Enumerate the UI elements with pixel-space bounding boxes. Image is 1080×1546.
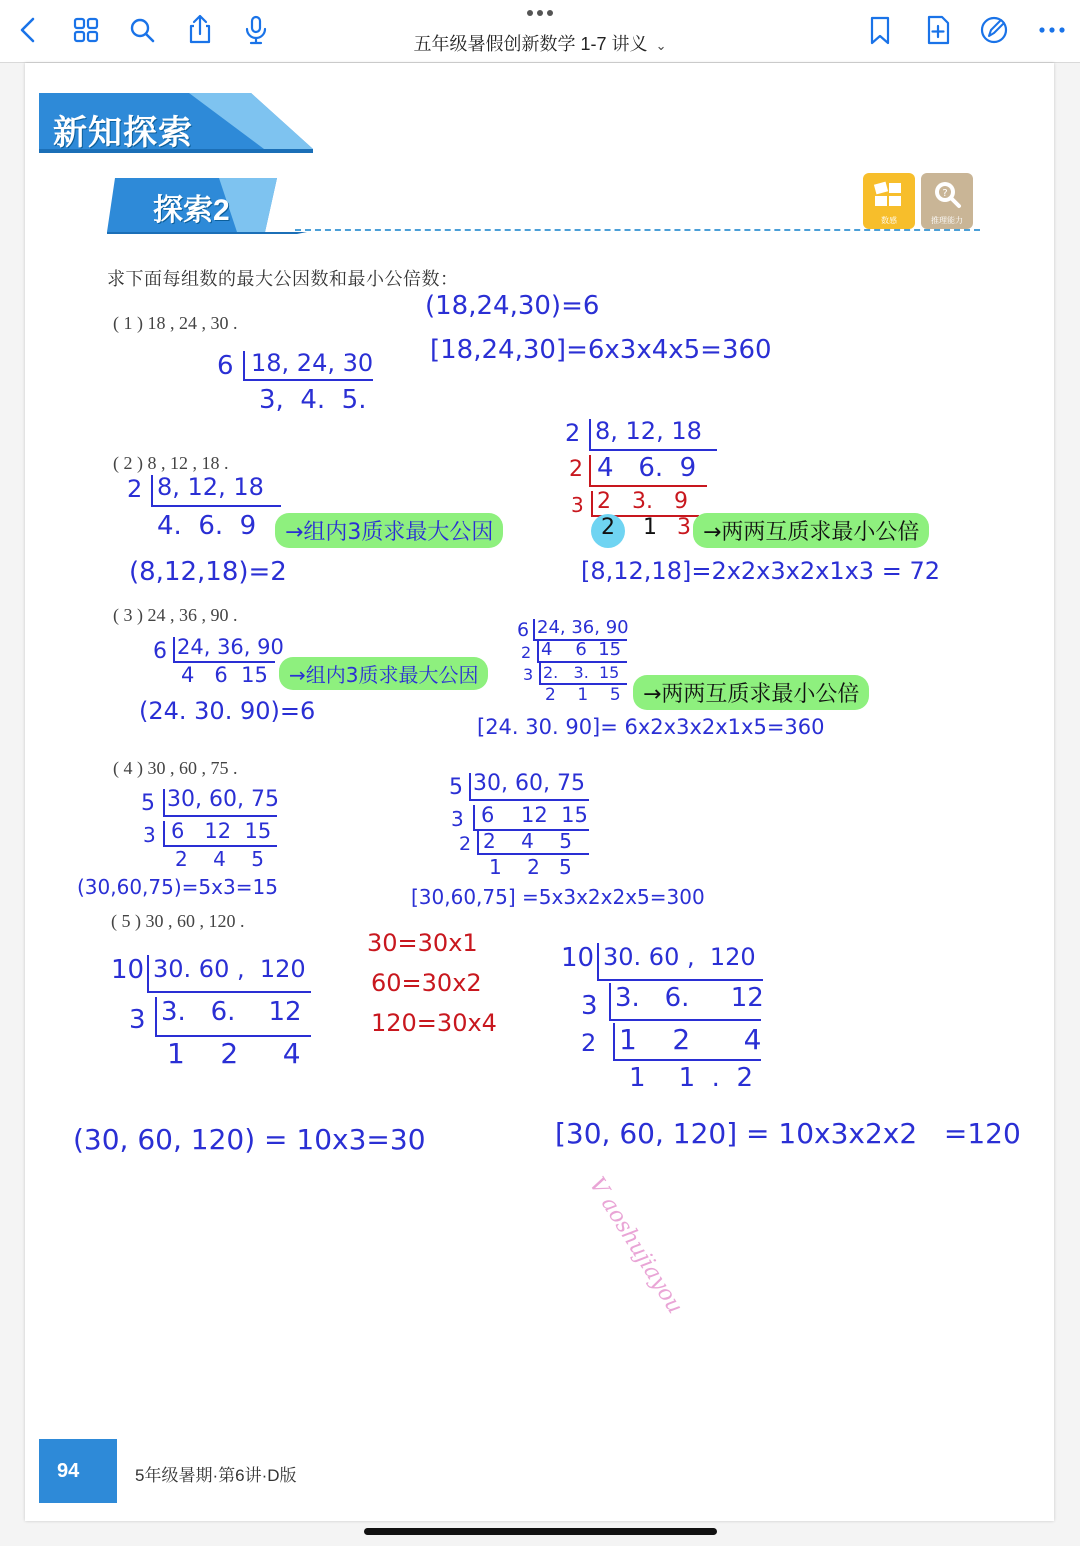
p1-quotients: 3, 4. 5. bbox=[259, 385, 367, 415]
add-page-icon bbox=[918, 10, 958, 50]
p3r-row-1: 24, 36, 90 bbox=[537, 617, 629, 638]
svg-text:?: ? bbox=[942, 188, 948, 199]
p4l-bottom: 2 4 5 bbox=[175, 847, 265, 871]
p2-note-gcd: →组内3质求最大公因 bbox=[275, 513, 503, 548]
problem-3: ( 3 ) 24 , 36 , 90 . bbox=[113, 605, 238, 625]
p4r-divisor-3: 2 bbox=[459, 833, 472, 855]
instruction-text: 求下面每组数的最大公因数和最小公倍数： bbox=[107, 269, 459, 289]
p5l-bottom: 1 2 4 bbox=[167, 1037, 301, 1070]
watermark-text: V aoshujiayou bbox=[583, 1173, 688, 1319]
p4r-row-2: 6 12 15 bbox=[481, 803, 588, 827]
document-title-text: 五年级暑假创新数学 1-7 讲义 bbox=[413, 34, 648, 54]
p4-gcd: (30,60,75)=5x3=15 bbox=[77, 875, 278, 899]
reasoning-caption: 推理能力 bbox=[931, 216, 963, 225]
bookmark-button[interactable] bbox=[860, 10, 900, 50]
title-chevron-icon: ⌄ bbox=[655, 38, 667, 53]
number-sense-icon bbox=[873, 179, 905, 209]
p4l-row-1: 30, 60, 75 bbox=[167, 787, 279, 812]
p3-dividends: 24, 36, 90 bbox=[177, 635, 284, 659]
p4l-row-2: 6 12 15 bbox=[171, 819, 272, 843]
p5r-row-2: 3. 6. 12 bbox=[615, 983, 764, 1013]
p4r-bottom: 1 2 5 bbox=[489, 855, 572, 879]
p2-divisor: 2 bbox=[127, 475, 143, 503]
bookmark-icon bbox=[860, 10, 900, 50]
p3r-divisor-1: 6 bbox=[517, 619, 530, 641]
problem-4: ( 4 ) 30 , 60 , 75 . bbox=[113, 758, 238, 778]
page-number: 94 bbox=[39, 1439, 117, 1503]
p2r-bottom-2: 1 bbox=[643, 515, 657, 540]
p3r-divisor-2: 2 bbox=[521, 643, 532, 662]
p5-red-line-3: 120=30x4 bbox=[371, 1009, 497, 1037]
pen-button[interactable] bbox=[974, 10, 1014, 50]
p2r-bottom-3: 3 bbox=[677, 515, 691, 540]
p2-note-lcm: →两两互质求最小公倍 bbox=[693, 513, 929, 548]
p4r-divisor-2: 3 bbox=[451, 807, 464, 831]
reasoning-badge bbox=[921, 173, 973, 229]
p5-lcm: [30, 60, 120] = 10x3x2x2 =120 bbox=[555, 1117, 1021, 1150]
p3r-row-2: 4 6 15 bbox=[541, 639, 622, 660]
home-indicator[interactable] bbox=[364, 1528, 717, 1535]
p3-lcm: [24. 30. 90]= 6x2x3x2x1x5=360 bbox=[477, 715, 825, 739]
more-icon bbox=[1032, 10, 1072, 50]
p5r-divisor-1: 10 bbox=[561, 943, 595, 973]
p1-lcm: [18,24,30]=6x3x4x5=360 bbox=[430, 335, 772, 365]
problem-5: ( 5 ) 30 , 60 , 120 . bbox=[111, 911, 245, 931]
p2r-row-1: 8, 12, 18 bbox=[595, 417, 702, 445]
p4l-divisor-1: 5 bbox=[141, 791, 155, 816]
section-title: 新知探索 bbox=[53, 114, 193, 152]
p2r-divisor-3: 3 bbox=[571, 493, 584, 517]
p3-quotients: 4 6 15 bbox=[181, 663, 268, 687]
p3r-bottom: 2 1 5 bbox=[545, 685, 621, 705]
p5l-row-2: 3. 6. 12 bbox=[161, 997, 302, 1027]
number-sense-badge bbox=[863, 173, 915, 229]
p3-note-lcm: →两两互质求最小公倍 bbox=[633, 675, 869, 710]
dashed-divider bbox=[295, 229, 980, 231]
p5r-row-3: 1 2 4 bbox=[619, 1023, 762, 1056]
p5l-divisor-1: 10 bbox=[111, 955, 145, 985]
p1-dividends: 18, 24, 30 bbox=[251, 349, 374, 377]
drag-handle-icon[interactable] bbox=[524, 8, 556, 18]
p3-gcd: (24. 30. 90)=6 bbox=[139, 697, 316, 725]
p3-note-gcd: →组内3质求最大公因 bbox=[279, 657, 488, 690]
p2-quotients: 4. 6. 9 bbox=[157, 511, 257, 541]
magnifier-question-icon bbox=[931, 179, 963, 209]
p4r-row-3: 2 4 5 bbox=[483, 829, 573, 853]
p3r-row-3: 2. 3. 15 bbox=[543, 663, 620, 682]
p5-gcd: (30, 60, 120) = 10x3=30 bbox=[73, 1123, 426, 1156]
problem-1: ( 1 ) 18 , 24 , 30 . bbox=[113, 313, 238, 333]
p5l-row-1: 30. 60 , 120 bbox=[153, 955, 306, 983]
p3r-divisor-3: 3 bbox=[523, 665, 534, 684]
p2-lcm: [8,12,18]=2x2x3x2x1x3 = 72 bbox=[581, 557, 940, 585]
document-page[interactable] bbox=[25, 63, 1054, 1521]
p2-gcd: (8,12,18)=2 bbox=[129, 557, 287, 587]
footer-caption: 5年级暑期·第6讲·D版 bbox=[135, 1466, 297, 1485]
problem-2: ( 2 ) 8 , 12 , 18 . bbox=[113, 453, 229, 473]
p2r-divisor-2: 2 bbox=[569, 457, 583, 482]
add-page-button[interactable] bbox=[918, 10, 958, 50]
p4r-divisor-1: 5 bbox=[449, 775, 463, 800]
subsection-title: 探索2 bbox=[153, 194, 230, 227]
p5l-divisor-2: 3 bbox=[129, 1005, 146, 1035]
p1-gcd: (18,24,30)=6 bbox=[425, 291, 600, 321]
p2r-row-3: 2 3. 9 bbox=[597, 489, 688, 514]
pen-icon bbox=[974, 10, 1014, 50]
p5-red-line-1: 30=30x1 bbox=[367, 929, 478, 957]
p2r-bottom-1: 2 bbox=[601, 515, 615, 540]
p5r-divisor-2: 3 bbox=[581, 991, 598, 1021]
p4-lcm: [30,60,75] =5x3x2x2x5=300 bbox=[411, 885, 705, 909]
p5r-bottom: 1 1 . 2 bbox=[629, 1063, 754, 1093]
p1-divisor: 6 bbox=[217, 351, 234, 381]
p5r-row-1: 30. 60 , 120 bbox=[603, 943, 756, 971]
p2-dividends: 8, 12, 18 bbox=[157, 473, 264, 501]
p2r-divisor-1: 2 bbox=[565, 419, 581, 447]
p5-red-line-2: 60=30x2 bbox=[371, 969, 482, 997]
p5r-divisor-3: 2 bbox=[581, 1029, 597, 1057]
p2r-row-2: 4 6. 9 bbox=[597, 453, 697, 483]
toolbar bbox=[0, 0, 1080, 63]
p4l-divisor-2: 3 bbox=[143, 823, 156, 847]
more-button[interactable] bbox=[1032, 10, 1072, 50]
p4r-row-1: 30, 60, 75 bbox=[473, 771, 585, 796]
number-sense-caption: 数感 bbox=[881, 216, 897, 225]
p3-divisor: 6 bbox=[153, 639, 167, 664]
